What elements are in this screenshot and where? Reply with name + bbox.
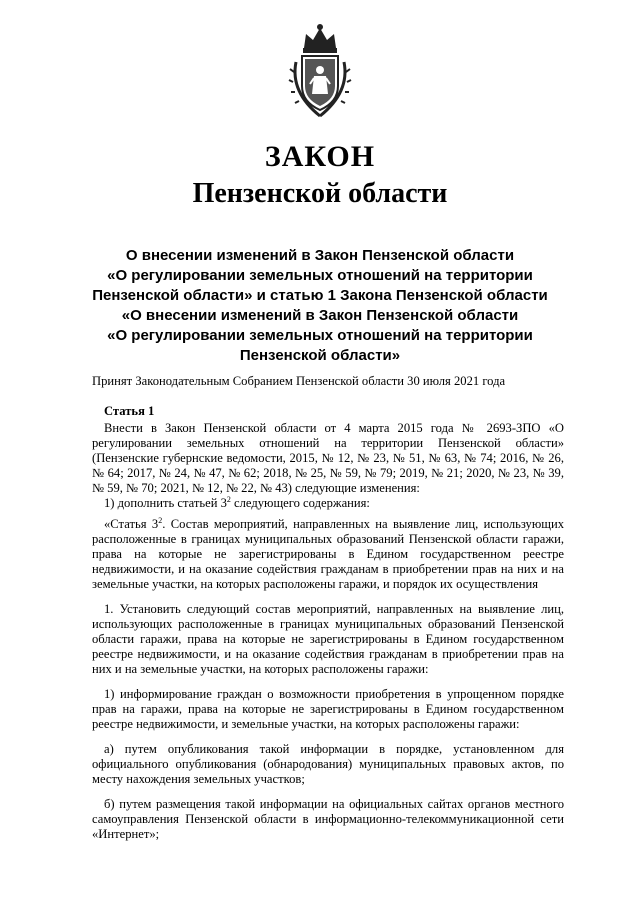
text-fragment: «Статья 3 bbox=[104, 517, 159, 531]
subject-line: О внесении изменений в Закон Пензенской области bbox=[125, 247, 515, 264]
subject-line: «О регулировании земельных отношений на территории bbox=[107, 267, 533, 284]
superscript: 2 bbox=[226, 494, 231, 504]
text-fragment: следующего содержания: bbox=[230, 496, 370, 510]
document-title: ЗАКОН bbox=[264, 140, 376, 173]
subject-line: «О регулировании земельных отношений на территории bbox=[107, 327, 533, 344]
paragraph-subclause-b: б) путем размещения такой информации на официальных сайтах органов местного самоуправления Пензенской области в информационно-телекоммуникационной сети «Интернет»; bbox=[92, 797, 564, 841]
law-subject bbox=[84, 246, 556, 366]
paragraph-item-1 bbox=[92, 496, 564, 511]
paragraph-subclause-a: а) путем опубликования такой информации в порядке, установленном для официального опубликования (обнародования) муниципальных правовых актов, по месту нахождения земельных участков; bbox=[92, 742, 564, 786]
superscript: 2 bbox=[158, 515, 163, 525]
document-subtitle: Пензенской области bbox=[192, 178, 448, 209]
paragraph-clause-1: 1. Установить следующий состав мероприятий, направленных на выявление лиц, использующих расположенные в границах муниципальных образований Пензенской области гаражи, права на которые не зарегистрированы в Едином государственном реестре недвижимости, и на оказание содействия гражданам в приобретении прав на них и на земельные участки, на которых расположены гаражи: bbox=[92, 602, 564, 676]
text-fragment: . Состав мероприятий, направленных на выявление лиц, использующих расположенные в границах муниципальных образований Пензенской области гаражи, права на которые не зарегистрированы в Едином государственном реестре недвижимости, и на оказание содействия гражданам в приобретении прав на них и на земельные участки, на которых расположены гаражи, и порядок их осуществления bbox=[92, 517, 564, 591]
paragraph-subclause-1: 1) информирование граждан о возможности приобретения в упрощенном порядке прав на гаражи, права на которые не зарегистрированы в Едином государственном реестре недвижимости, и земельные участки, на которых расположены гаражи: bbox=[92, 687, 564, 731]
subject-line: Пензенской области» и статью 1 Закона Пензенской области bbox=[92, 287, 548, 304]
subject-line: Пензенской области» bbox=[239, 347, 401, 364]
adoption-statement: Принят Законодательным Собранием Пензенской области 30 июля 2021 года bbox=[92, 374, 506, 388]
text-fragment: 1) дополнить статьей 3 bbox=[104, 496, 227, 510]
coat-of-arms-icon bbox=[286, 22, 354, 118]
subject-line: «О внесении изменений в Закон Пензенской области bbox=[121, 307, 519, 324]
paragraph-amendment-intro: Внести в Закон Пензенской области от 4 марта 2015 года № 2693-ЗПО «О регулировании земельных отношений на территории Пензенской области» (Пензенские губернские ведомости, 2015, № 12, № 23, № 51, № 63, № 74; 2016, № 26, № 64; 2017, № 24, № 47, № 62; 2018, № 25, № 59, № 79; 2019, № 21; 2020, № 23, № 39, № 59, № 70; 2021, № 12, № 22, № 43) следующие изменения: bbox=[92, 421, 564, 495]
paragraph-article-3-2-title bbox=[92, 517, 564, 592]
article-heading: Статья 1 bbox=[104, 404, 155, 418]
